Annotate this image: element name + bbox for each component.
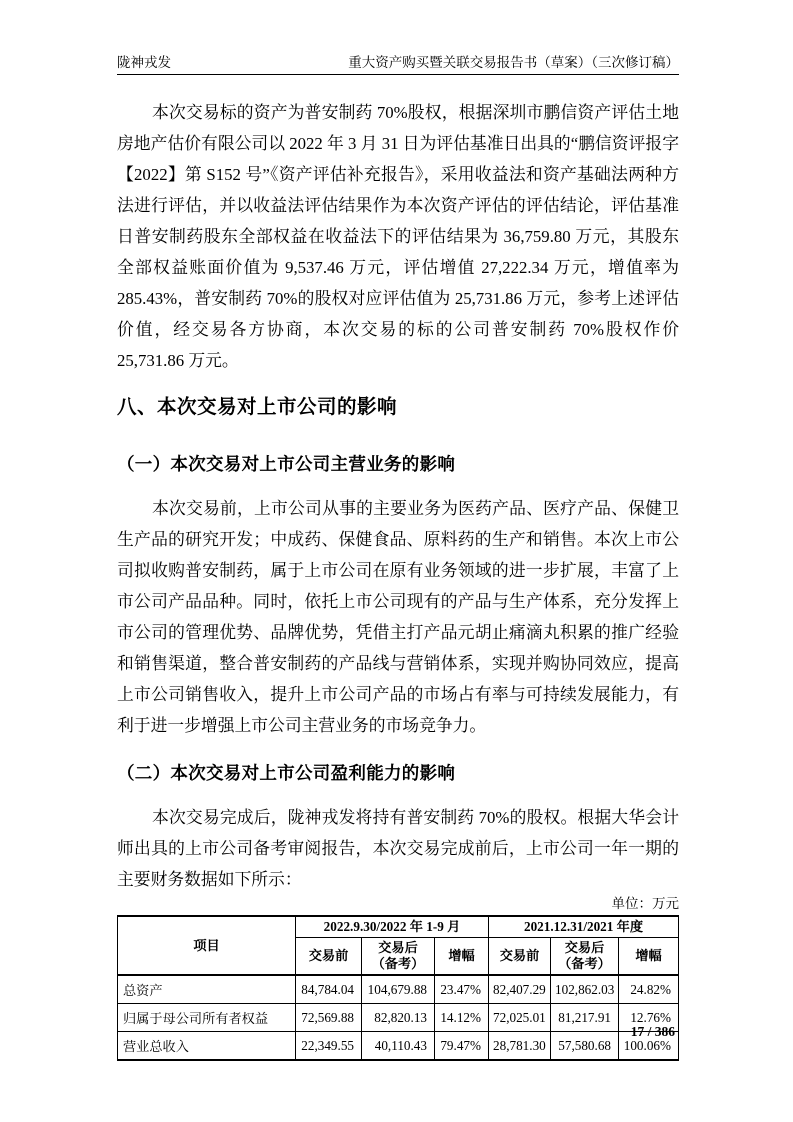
value-cell: 72,569.88 [296,1004,362,1032]
column-group-2022: 2022.9.30/2022 年 1-9 月 [296,916,489,938]
value-cell: 104,679.88 [362,975,435,1004]
column-header-post-line1: 交易后 [378,940,418,955]
value-cell: 23.47% [435,975,489,1004]
value-cell: 84,784.04 [296,975,362,1004]
value-cell: 22,349.55 [296,1032,362,1061]
header-doc-title: 重大资产购买暨关联交易报告书（草案）（三次修订稿） [348,55,679,70]
value-cell: 82,820.13 [362,1004,435,1032]
main-business-paragraph: 本次交易前，上市公司从事的主要业务为医药产品、医疗产品、保健卫生产品的研究开发；中成药、保健食品、原料药的生产和销售。本次上市公司拟收购普安制药，属于上市公司在原有业务领域的进一步扩展，丰富了上市公司产品品种。同时，依托上市公司现有的产品与生产体系，充分发挥上市公司的管理优势、品牌优势，凭借主打产品元胡止痛滴丸积累的推广经验和销售渠道，整合普安制药的产品线与营销体系，实现并购协同效应，提高上市公司销售收入，提升上市公司产品的市场占有率与可持续发展能力，有利于进一步增强上市公司主营业务的市场竞争力。 [117,499,679,735]
value-cell: 100.06% [619,1032,679,1061]
table-unit-label: 单位：万元 [611,896,679,911]
table-row-total-assets [118,975,679,1004]
value-cell: 12.76% [619,1004,679,1032]
header-company-name: 陇神戎发 [117,55,171,70]
page-number: 17 / 386 [630,1024,675,1039]
page-content [117,0,679,1061]
profitability-paragraph: 本次交易完成后，陇神戎发将持有普安制药 70%的股权。根据大华会计师出具的上市公司备考审阅报告，本次交易完成前后，上市公司一年一期的主要财务数据如下所示： [117,808,679,889]
subsection-heading-main-business: （一）本次交易对上市公司主营业务的影响 [117,454,456,474]
row-item-label: 总资产 [118,975,296,1004]
intro-paragraph: 本次交易标的资产为普安制药 70%股权，根据深圳市鹏信资产评估土地房地产估价有限公司以 2022 年 3 月 31 日为评估基准日出具的“鹏信资评报字【2022】第 S152 号”《资产评估补充报告》，采用收益法和资产基础法两种方法进行评估，并以收益法评估结果作为本次资产评估的评估结论，评估基准日普安制药股东全部权益在收益法下的评估结果为 36,759.80 万元，其股东全部权益账面价值为 9,537.46 万元，评估增值 27,222.34 万元，增值率为 285.43%，普安制药 70%的股权对应评估值为 25,731.86 万元，参考上述评估价值，经交易各方协商，本次交易的标的公司普安制药 70%股权作价 25,731.86 万元。 [117,103,679,370]
value-cell: 81,217.91 [551,1004,619,1032]
section-heading-impact: 八、本次交易对上市公司的影响 [117,396,398,418]
table-body [118,975,679,1060]
column-header-growth-2021: 增幅 [619,938,679,976]
column-group-2021: 2021.12.31/2021 年度 [489,916,679,938]
column-header-post-2021 [551,938,619,976]
column-header-growth-2022: 增幅 [435,938,489,976]
column-header-post-line1: 交易后 [564,940,605,955]
table-header [118,916,679,975]
column-header-pre-2021: 交易前 [489,938,551,976]
value-cell: 40,110.43 [362,1032,435,1061]
page-header [117,55,679,75]
value-cell: 79.47% [435,1032,489,1061]
value-cell: 102,862.03 [551,975,619,1004]
value-cell: 72,025.01 [489,1004,551,1032]
row-item-label: 营业总收入 [118,1032,296,1061]
column-header-post-line2: （备考） [558,956,611,971]
table-header-row-groups [118,916,679,938]
column-header-post-2022 [362,938,435,976]
value-cell: 14.12% [435,1004,489,1032]
column-header-pre-2022: 交易前 [296,938,362,976]
column-header-item: 项目 [118,916,296,975]
value-cell: 24.82% [619,975,679,1004]
value-cell: 82,407.29 [489,975,551,1004]
subsection-heading-profitability: （二）本次交易对上市公司盈利能力的影响 [117,763,456,783]
value-cell: 28,781.30 [489,1032,551,1061]
value-cell: 57,580.68 [551,1032,619,1061]
column-header-post-line2: （备考） [371,956,425,971]
row-item-label: 归属于母公司所有者权益 [118,1004,296,1032]
